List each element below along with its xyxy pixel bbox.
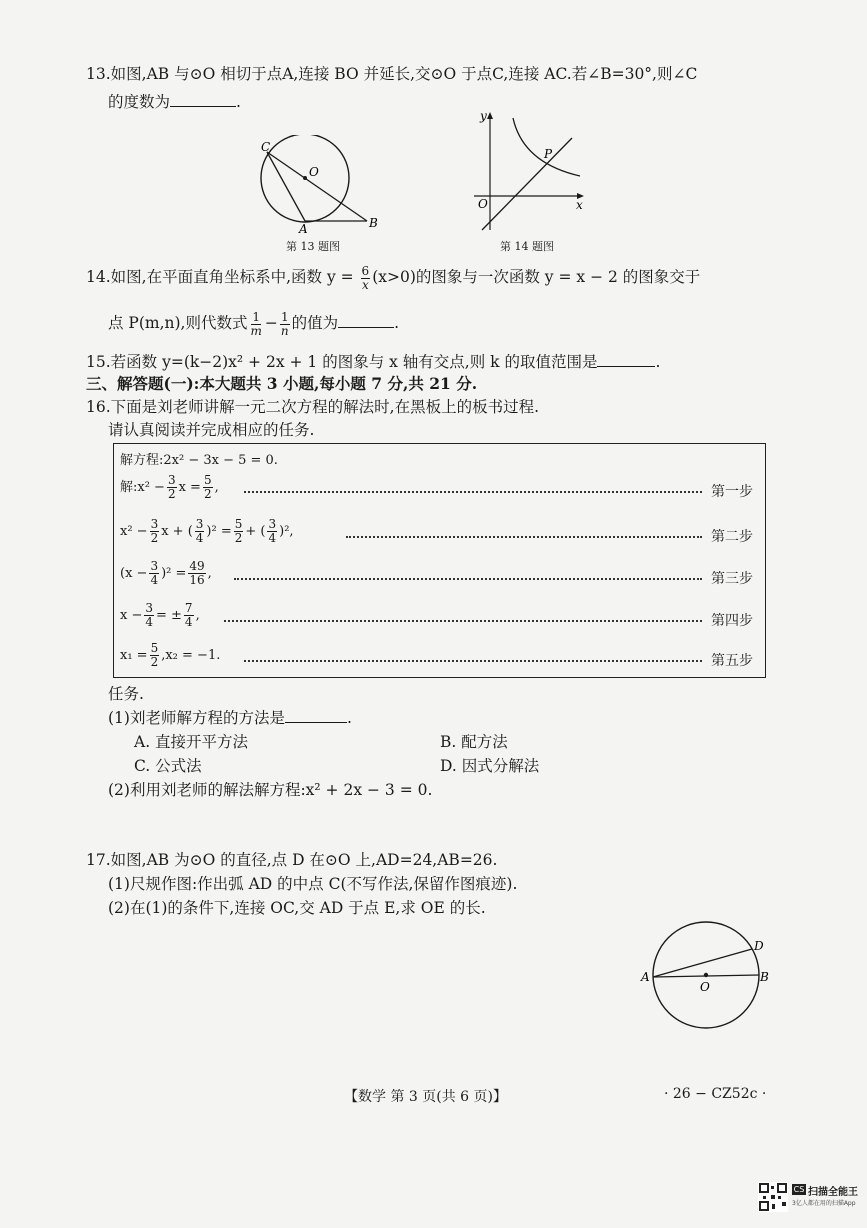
- q13-text-line1: 13.如图,AB 与⊙O 相切于点A,连接 BO 并延长,交⊙O 于点C,连接 AC.若∠B=30°,则∠C: [86, 65, 698, 83]
- board-dots-1: [244, 491, 702, 493]
- q16-option-a: A. 直接开平方法: [134, 733, 249, 751]
- q14-label-y: y: [480, 109, 487, 123]
- q17-text-line1: 17.如图,AB 为⊙O 的直径,点 D 在⊙O 上,AD=24,AB=26.: [86, 851, 498, 869]
- q13-line-cb: [267, 152, 367, 221]
- q16-task1: (1)刘老师解方程的方法是 .: [108, 709, 352, 727]
- footer-page-info: 【数学 第 3 页(共 6 页)】: [344, 1089, 507, 1105]
- board-dots-5: [244, 660, 702, 662]
- q13-label-o: O: [309, 165, 319, 179]
- board-step5: x₁ = $\frac{5}{2}$ ,x₂ = −1.: [120, 641, 221, 669]
- q14-figure: [468, 108, 593, 236]
- q13-caption: 第 13 题图: [286, 240, 340, 253]
- q13-text-line2: 的度数为 .: [108, 93, 241, 111]
- scanner-name: 扫描全能王: [808, 1187, 858, 1198]
- q14-label-p: P: [544, 147, 553, 161]
- q17-label-a: A: [641, 970, 650, 984]
- q13-line-ca: [267, 152, 305, 221]
- q15-text: 15.若函数 y=(k−2)x² + 2x + 1 的图象与 x 轴有交点,则 k 的取值范围是 .: [86, 353, 661, 371]
- q17-label-b: B: [760, 970, 769, 984]
- q16-option-c: C. 公式法: [134, 757, 202, 775]
- q13-answer-blank: [170, 92, 236, 107]
- q15-answer-blank: [597, 352, 655, 367]
- board-step-label-5: 第五步: [711, 653, 753, 669]
- board-step3: (x − $\frac{3}{4}$ )² = $\frac{49}{16}$ ,: [120, 559, 212, 587]
- q14-caption: 第 14 题图: [500, 240, 554, 253]
- q13-label-b: B: [369, 216, 378, 230]
- q13-figure: [255, 135, 385, 235]
- scanner-watermark: [758, 1180, 858, 1222]
- q13-label-a: A: [299, 222, 308, 235]
- board-step4: x − $\frac{3}{4}$ = ± $\frac{7}{4}$ ,: [120, 601, 200, 629]
- q14-line: [482, 138, 572, 230]
- board-step2: x² − $\frac{3}{2}$ x + ( $\frac{3}{4}$ )² = $\frac{5}{2}$ + ( $\frac{3}{4}$ )²,: [120, 517, 294, 545]
- q16-board: [113, 443, 766, 678]
- q16-task-label: 任务.: [108, 685, 144, 703]
- footer-code: · 26 − CZ52c ·: [664, 1086, 767, 1102]
- board-dots-2: [346, 536, 702, 538]
- section-3-heading: 三、解答题(一):本大题共 3 小题,每小题 7 分,共 21 分.: [86, 374, 478, 393]
- scanner-badge: CS: [793, 1185, 805, 1194]
- q17-label-d: D: [754, 939, 764, 953]
- q14-text-line1: 14.如图,在平面直角坐标系中,函数 y = $\frac{6}{x}$ (x>0)的图象与一次函数 y = x − 2 的图象交于: [86, 263, 701, 292]
- board-step-label-1: 第一步: [711, 484, 753, 500]
- q16-task2: (2)利用刘老师的解法解方程:x² + 2x − 3 = 0.: [108, 781, 433, 799]
- q17-text-line3: (2)在(1)的条件下,连接 OC,交 AD 于点 E,求 OE 的长.: [108, 899, 486, 917]
- q16-option-d: D. 因式分解法: [440, 757, 540, 775]
- q17-figure: [636, 918, 776, 1036]
- q16-answer-blank: [285, 708, 347, 723]
- board-step-label-2: 第二步: [711, 529, 753, 545]
- scanner-subtitle: 3亿人都在用的扫描App: [792, 1200, 856, 1207]
- board-dots-3: [234, 578, 702, 580]
- board-step1: 解:x² − $\frac{3}{2}$ x = $\frac{5}{2}$ ,: [120, 473, 219, 501]
- q14-answer-blank: [338, 313, 394, 328]
- q14-label-o: O: [478, 197, 488, 211]
- board-dots-4: [224, 620, 702, 622]
- q16-option-b: B. 配方法: [440, 733, 508, 751]
- qr-code-icon: [758, 1182, 788, 1212]
- q16-text-line2: 请认真阅读并完成相应的任务.: [108, 421, 315, 439]
- q17-label-o: O: [700, 980, 710, 994]
- q16-text-line1: 16.下面是刘老师讲解一元二次方程的解法时,在黑板上的板书过程.: [86, 398, 540, 416]
- board-step-label-3: 第三步: [711, 571, 753, 587]
- board-title: 解方程:2x² − 3x − 5 = 0.: [120, 453, 278, 468]
- q14-text-line2: 点 P(m,n),则代数式 $\frac{1}{m}$ − $\frac{1}{n}$ 的值为 .: [108, 309, 400, 338]
- q17-chord-ad: [653, 949, 752, 977]
- q17-text-line2: (1)尺规作图:作出弧 AD 的中点 C(不写作法,保留作图痕迹).: [108, 875, 518, 893]
- q17-center-dot: [704, 973, 708, 977]
- q13-center-dot: [303, 176, 307, 180]
- q14-label-x: x: [576, 198, 583, 212]
- q14-y-arrow: [487, 112, 493, 119]
- q13-label-c: C: [261, 140, 271, 154]
- board-step-label-4: 第四步: [711, 613, 753, 629]
